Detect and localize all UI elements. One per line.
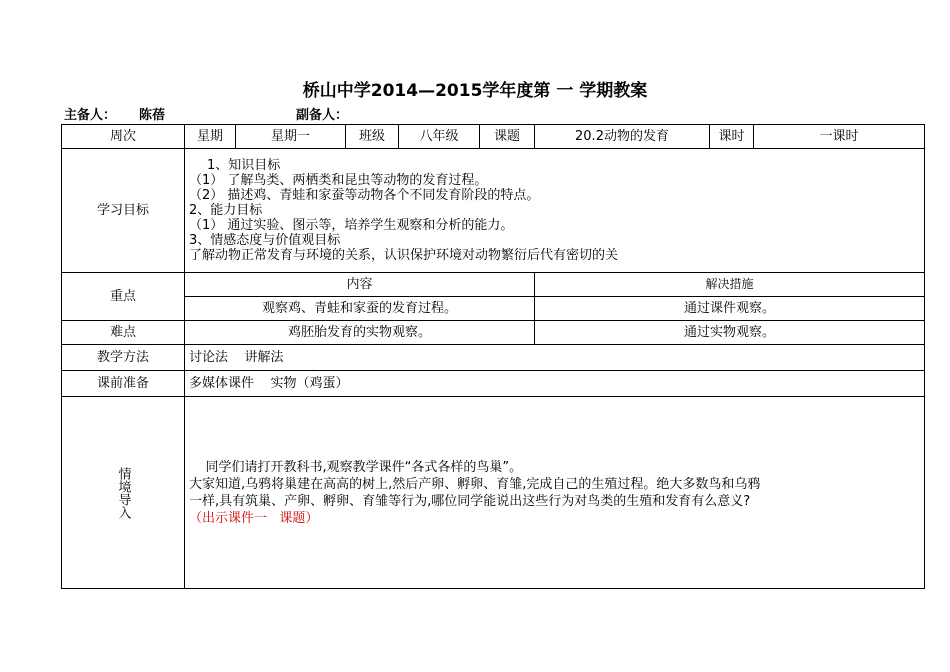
intro-line: 一样,具有筑巢、产卵、孵卵、育雏等行为,哪位同学能说出这些行为对鸟类的生殖和发育有么意义? bbox=[189, 493, 751, 509]
goals-line: （2） 描述鸡、青蛙和家蚕等动物各个不同发育阶段的特点。 bbox=[189, 188, 540, 203]
topic-value: 20.2动物的发育 bbox=[535, 125, 710, 149]
page-title: 桥山中学2014—2015学年度第 一 学期教案 bbox=[302, 81, 648, 101]
difficult-content: 鸡胚胎发育的实物观察。 bbox=[185, 321, 535, 345]
main-preparer-label: 主备人： bbox=[64, 108, 117, 123]
assistant-preparer-label: 副备人： bbox=[296, 108, 349, 123]
difficult-label: 难点 bbox=[62, 321, 185, 345]
preparation-label: 课前准备 bbox=[62, 371, 185, 397]
goals-line: 3、情感态度与价值观目标 bbox=[189, 233, 341, 248]
weekday-label: 星期 bbox=[185, 125, 236, 149]
key-measure-header: 解决措施 bbox=[535, 273, 925, 297]
intro-line: 同学们请打开教科书,观察教学课件“各式各样的鸟巢”。 bbox=[189, 459, 523, 475]
week-label: 周次 bbox=[62, 125, 185, 149]
intro-line: 大家知道,乌鸦将巢建在高高的树上,然后产卵、孵卵、育雏,完成自己的生殖过程。绝大多数鸟和乌鸦 bbox=[189, 476, 761, 492]
header-row bbox=[62, 125, 925, 149]
preparation-value: 多媒体课件 实物（鸡蛋） bbox=[185, 371, 925, 397]
period-value: 一课时 bbox=[754, 125, 925, 149]
goals-line: 1、知识目标 bbox=[207, 158, 281, 173]
weekday-value: 星期一 bbox=[236, 125, 346, 149]
intro-red-line: （出示课件一 课题） bbox=[189, 510, 319, 526]
preparation-row bbox=[62, 371, 925, 397]
goals-label: 学习目标 bbox=[62, 149, 185, 273]
method-row bbox=[62, 345, 925, 371]
class-label: 班级 bbox=[346, 125, 399, 149]
key-row bbox=[62, 297, 925, 321]
intro-row bbox=[62, 397, 925, 589]
key-measure: 通过课件观察。 bbox=[535, 297, 925, 321]
goals-line: （1） 通过实验、图示等，培养学生观察和分析的能力。 bbox=[189, 218, 514, 233]
difficult-measure: 通过实物观察。 bbox=[535, 321, 925, 345]
method-value: 讨论法 讲解法 bbox=[185, 345, 925, 371]
main-preparer-name: 陈蓓 bbox=[139, 108, 166, 123]
class-value: 八年级 bbox=[399, 125, 480, 149]
goals-line: 2、能力目标 bbox=[189, 203, 263, 218]
intro-label-cell bbox=[62, 397, 185, 589]
goals-content bbox=[185, 149, 925, 273]
key-label: 重点 bbox=[62, 273, 185, 321]
goals-line: （1） 了解鸟类、两栖类和昆虫等动物的发育过程。 bbox=[189, 173, 488, 188]
goals-line: 了解动物正常发育与环境的关系，认识保护环境对动物繁衍后代有密切的关 bbox=[189, 248, 619, 263]
key-content: 观察鸡、青蛙和家蚕的发育过程。 bbox=[185, 297, 535, 321]
intro-content bbox=[185, 397, 925, 589]
key-header-row bbox=[62, 273, 925, 297]
intro-label: 情境导入 bbox=[115, 466, 131, 519]
method-label: 教学方法 bbox=[62, 345, 185, 371]
goals-row bbox=[62, 149, 925, 273]
period-label: 课时 bbox=[710, 125, 754, 149]
key-content-header: 内容 bbox=[185, 273, 535, 297]
difficult-row bbox=[62, 321, 925, 345]
topic-label: 课题 bbox=[480, 125, 535, 149]
lesson-plan-table bbox=[61, 124, 925, 589]
